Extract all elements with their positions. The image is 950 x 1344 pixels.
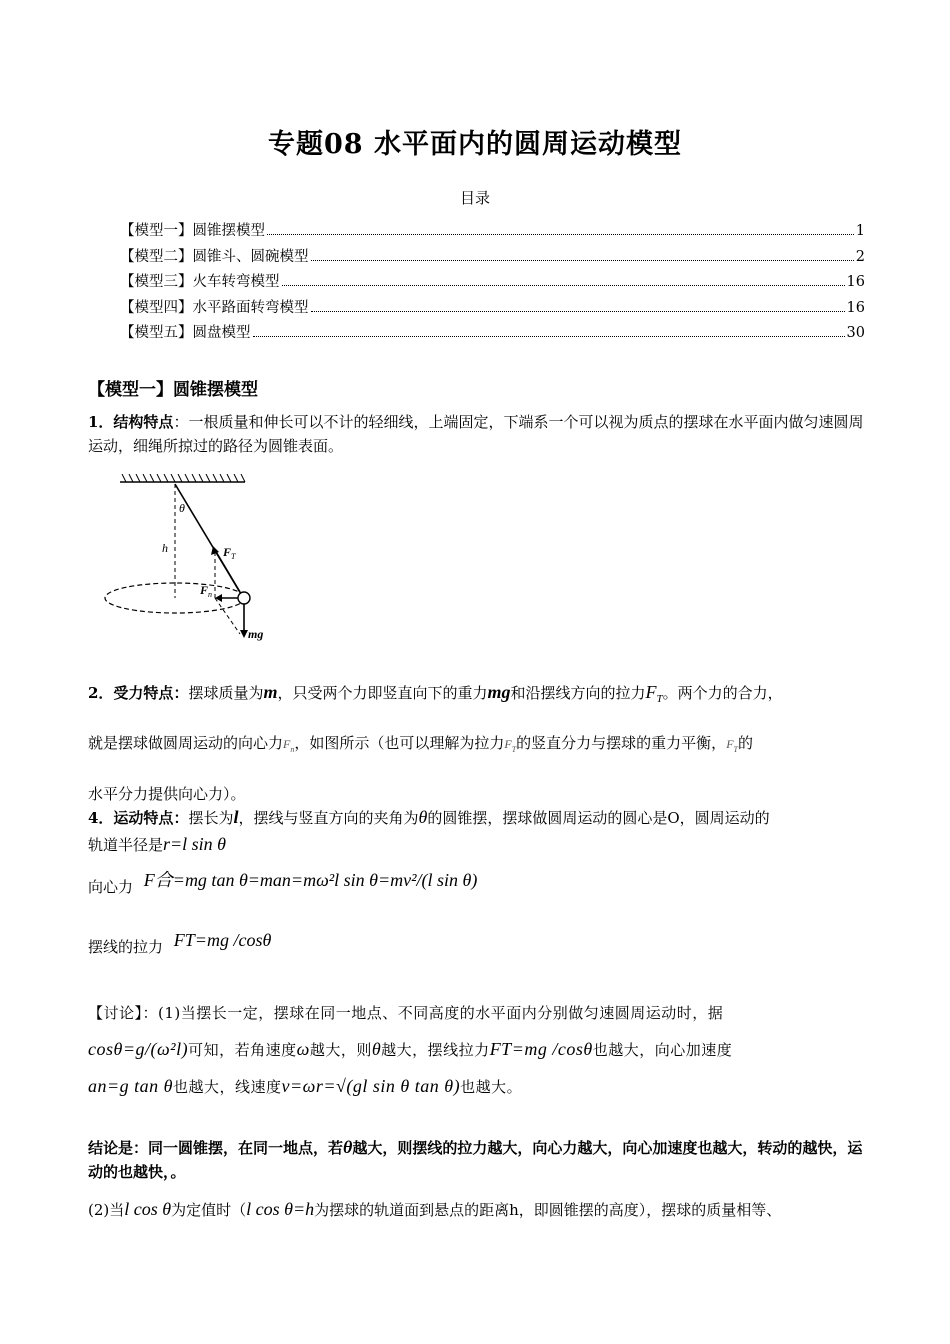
toc-entry-page: 16 <box>846 299 865 316</box>
math-ft: F <box>726 737 734 751</box>
centripetal-arrowhead <box>215 594 222 602</box>
document-title: 专题08 水平面内的圆周运动模型 <box>268 129 682 160</box>
paragraph-text: 越大，则 <box>309 1041 372 1059</box>
paragraph-text: 摆球质量为 <box>188 684 264 702</box>
tension-line <box>88 928 868 956</box>
paragraph-text: 也越大，线速度 <box>173 1078 282 1096</box>
radius-formula: r=l sin θ <box>163 834 227 854</box>
math-theta: θ <box>418 807 428 827</box>
discussion-paragraph <box>88 995 868 1105</box>
math-theta: θ <box>343 1137 353 1157</box>
paragraph-forces <box>88 670 868 816</box>
pendulum-ball <box>238 592 250 604</box>
paragraph-lead: 1．结构特点 <box>88 413 174 431</box>
math-accel-formula: an=g tan θ <box>88 1076 173 1096</box>
section-heading: 【模型一】圆锥摆模型 <box>88 380 258 400</box>
paragraph-text: 结论是：同一圆锥摆，在同一地点，若 <box>88 1139 344 1157</box>
math-m: m <box>263 682 278 702</box>
math-tension-formula: FT=mg /cosθ <box>489 1039 593 1059</box>
toc-entry-label: 【模型四】水平路面转弯模型 <box>120 299 309 316</box>
tension-label-sub: T <box>231 552 236 561</box>
toc-leader-dots <box>282 285 845 286</box>
height-label: h <box>162 541 168 555</box>
toc-entry-label: 【模型二】圆锥斗、圆碗模型 <box>120 248 309 265</box>
math-ft-sub: T <box>511 745 517 754</box>
paragraph-text: ：一根质量和伸长可以不计的轻细线，上端固定，下端系一个可以视为质点的摆球在水平面内做匀速圆周运动，细绳所掠过的路径为圆锥表面。 <box>88 413 864 455</box>
toc-entry-label: 【模型三】火车转弯模型 <box>120 274 280 291</box>
tension-formula: FT=mg /cosθ <box>173 930 272 950</box>
paragraph-text: 。两个力的合力， <box>662 684 783 702</box>
math-velocity-formula: v=ωr=√(gl sin θ tan θ) <box>281 1076 461 1096</box>
gravity-label: mg <box>248 627 264 641</box>
paragraph-structure <box>88 410 868 458</box>
paragraph-text: 【讨论】：(1)当摆长一定，摆球在同一地点、不同高度的水平面内分别做匀速圆周运动时，据 <box>88 1004 724 1022</box>
paragraph-text: ，如图所示（也可以理解为拉力 <box>294 734 505 752</box>
paragraph-text: 的圆锥摆，摆球做圆周运动的圆心是O，圆周运动的 <box>427 809 770 827</box>
toc-leader-dots <box>253 336 845 337</box>
math-mg: mg <box>487 682 511 702</box>
paragraph-text: 越大，则摆线的拉力越大，向心力越大，向心加速度也越大，转动的越快，运动的也越快，。 <box>88 1139 863 1181</box>
paragraph-lead: 2．受力特点： <box>88 684 189 702</box>
paragraph-text: ，只受两个力即竖直向下的重力 <box>277 684 488 702</box>
paragraph-text: (2)当 <box>88 1201 125 1219</box>
centripetal-formula: F合=mg tan θ=man=mω²l sin θ=mv²/(l sin θ) <box>143 870 478 890</box>
paragraph-text: 和沿摆线方向的拉力 <box>510 684 646 702</box>
math-lcos-h: l cos θ=h <box>246 1199 315 1219</box>
toc-heading: 目录 <box>459 189 490 207</box>
toc-entry[interactable] <box>120 270 865 296</box>
toc-entry[interactable] <box>120 245 865 271</box>
paragraph-text: 为摆球的轨道面到悬点的距离h，即圆锥摆的高度），摆球的质量相等、 <box>314 1201 782 1219</box>
paragraph-text: 的 <box>737 734 753 752</box>
gravity-arrowhead <box>240 630 248 638</box>
paragraph-text: 也越大。 <box>460 1078 523 1096</box>
paragraph-text: 越大，摆线拉力 <box>381 1041 490 1059</box>
math-fn-sub: n <box>290 745 295 754</box>
math-lcos: l cos θ <box>124 1199 172 1219</box>
centripetal-label: 向心力 <box>88 878 134 896</box>
resultant-dashed <box>215 598 240 634</box>
toc-entry[interactable] <box>120 219 865 245</box>
toc-entry-page: 1 <box>855 223 865 239</box>
paragraph-text: 为定值时（ <box>171 1201 247 1219</box>
toc-entry[interactable] <box>120 321 865 347</box>
math-cos-formula: cosθ=g/(ω²l) <box>88 1039 189 1059</box>
toc-entry-page: 30 <box>846 325 865 342</box>
conical-pendulum-figure <box>100 474 270 646</box>
math-omega: ω <box>296 1039 310 1059</box>
paragraph-text: 摆长为 <box>188 809 234 827</box>
paragraph-text: 轨道半径是 <box>88 836 164 854</box>
table-of-contents <box>120 219 865 347</box>
paragraph-text: 就是摆球做圆周运动的向心力 <box>88 734 284 752</box>
paragraph-text: ，摆线与竖直方向的夹角为 <box>238 809 419 827</box>
ceiling-hatch <box>122 474 245 482</box>
toc-leader-dots <box>311 260 854 261</box>
math-ft-sub: T <box>656 693 663 705</box>
paragraph-text: 可知，若角速度 <box>188 1041 297 1059</box>
paragraph-text: 的竖直分力与摆球的重力平衡， <box>516 734 727 752</box>
toc-entry-label: 【模型五】圆盘模型 <box>120 325 251 342</box>
paragraph-lead: 4．运动特点： <box>88 809 189 827</box>
paragraph-text: 也越大，向心加速度 <box>592 1041 733 1059</box>
centripetal-label: F <box>200 583 209 597</box>
tension-label: 摆线的拉力 <box>88 938 164 956</box>
conclusion-paragraph <box>88 1135 868 1184</box>
math-l: l <box>233 807 239 827</box>
math-theta: θ <box>371 1039 382 1059</box>
toc-entry-page: 2 <box>855 248 865 265</box>
math-ft: F <box>645 682 657 702</box>
tension-label: F <box>223 545 232 559</box>
toc-entry-page: 16 <box>846 274 865 291</box>
toc-entry[interactable] <box>120 296 865 322</box>
math-ft-sub: T <box>733 745 738 754</box>
paragraph-motion <box>88 804 868 858</box>
toc-leader-dots <box>311 311 845 312</box>
toc-entry-label: 【模型一】圆锥摆模型 <box>120 223 265 239</box>
math-ft: F <box>504 737 512 751</box>
theta-label: θ <box>179 501 185 515</box>
centripetal-line <box>88 868 868 896</box>
paragraph-case2 <box>88 1197 868 1222</box>
paragraph-text: 水平分力提供向心力）。 <box>88 785 246 803</box>
math-fn: F <box>283 737 291 751</box>
centripetal-label-sub: n <box>208 590 212 599</box>
toc-leader-dots <box>267 234 854 235</box>
